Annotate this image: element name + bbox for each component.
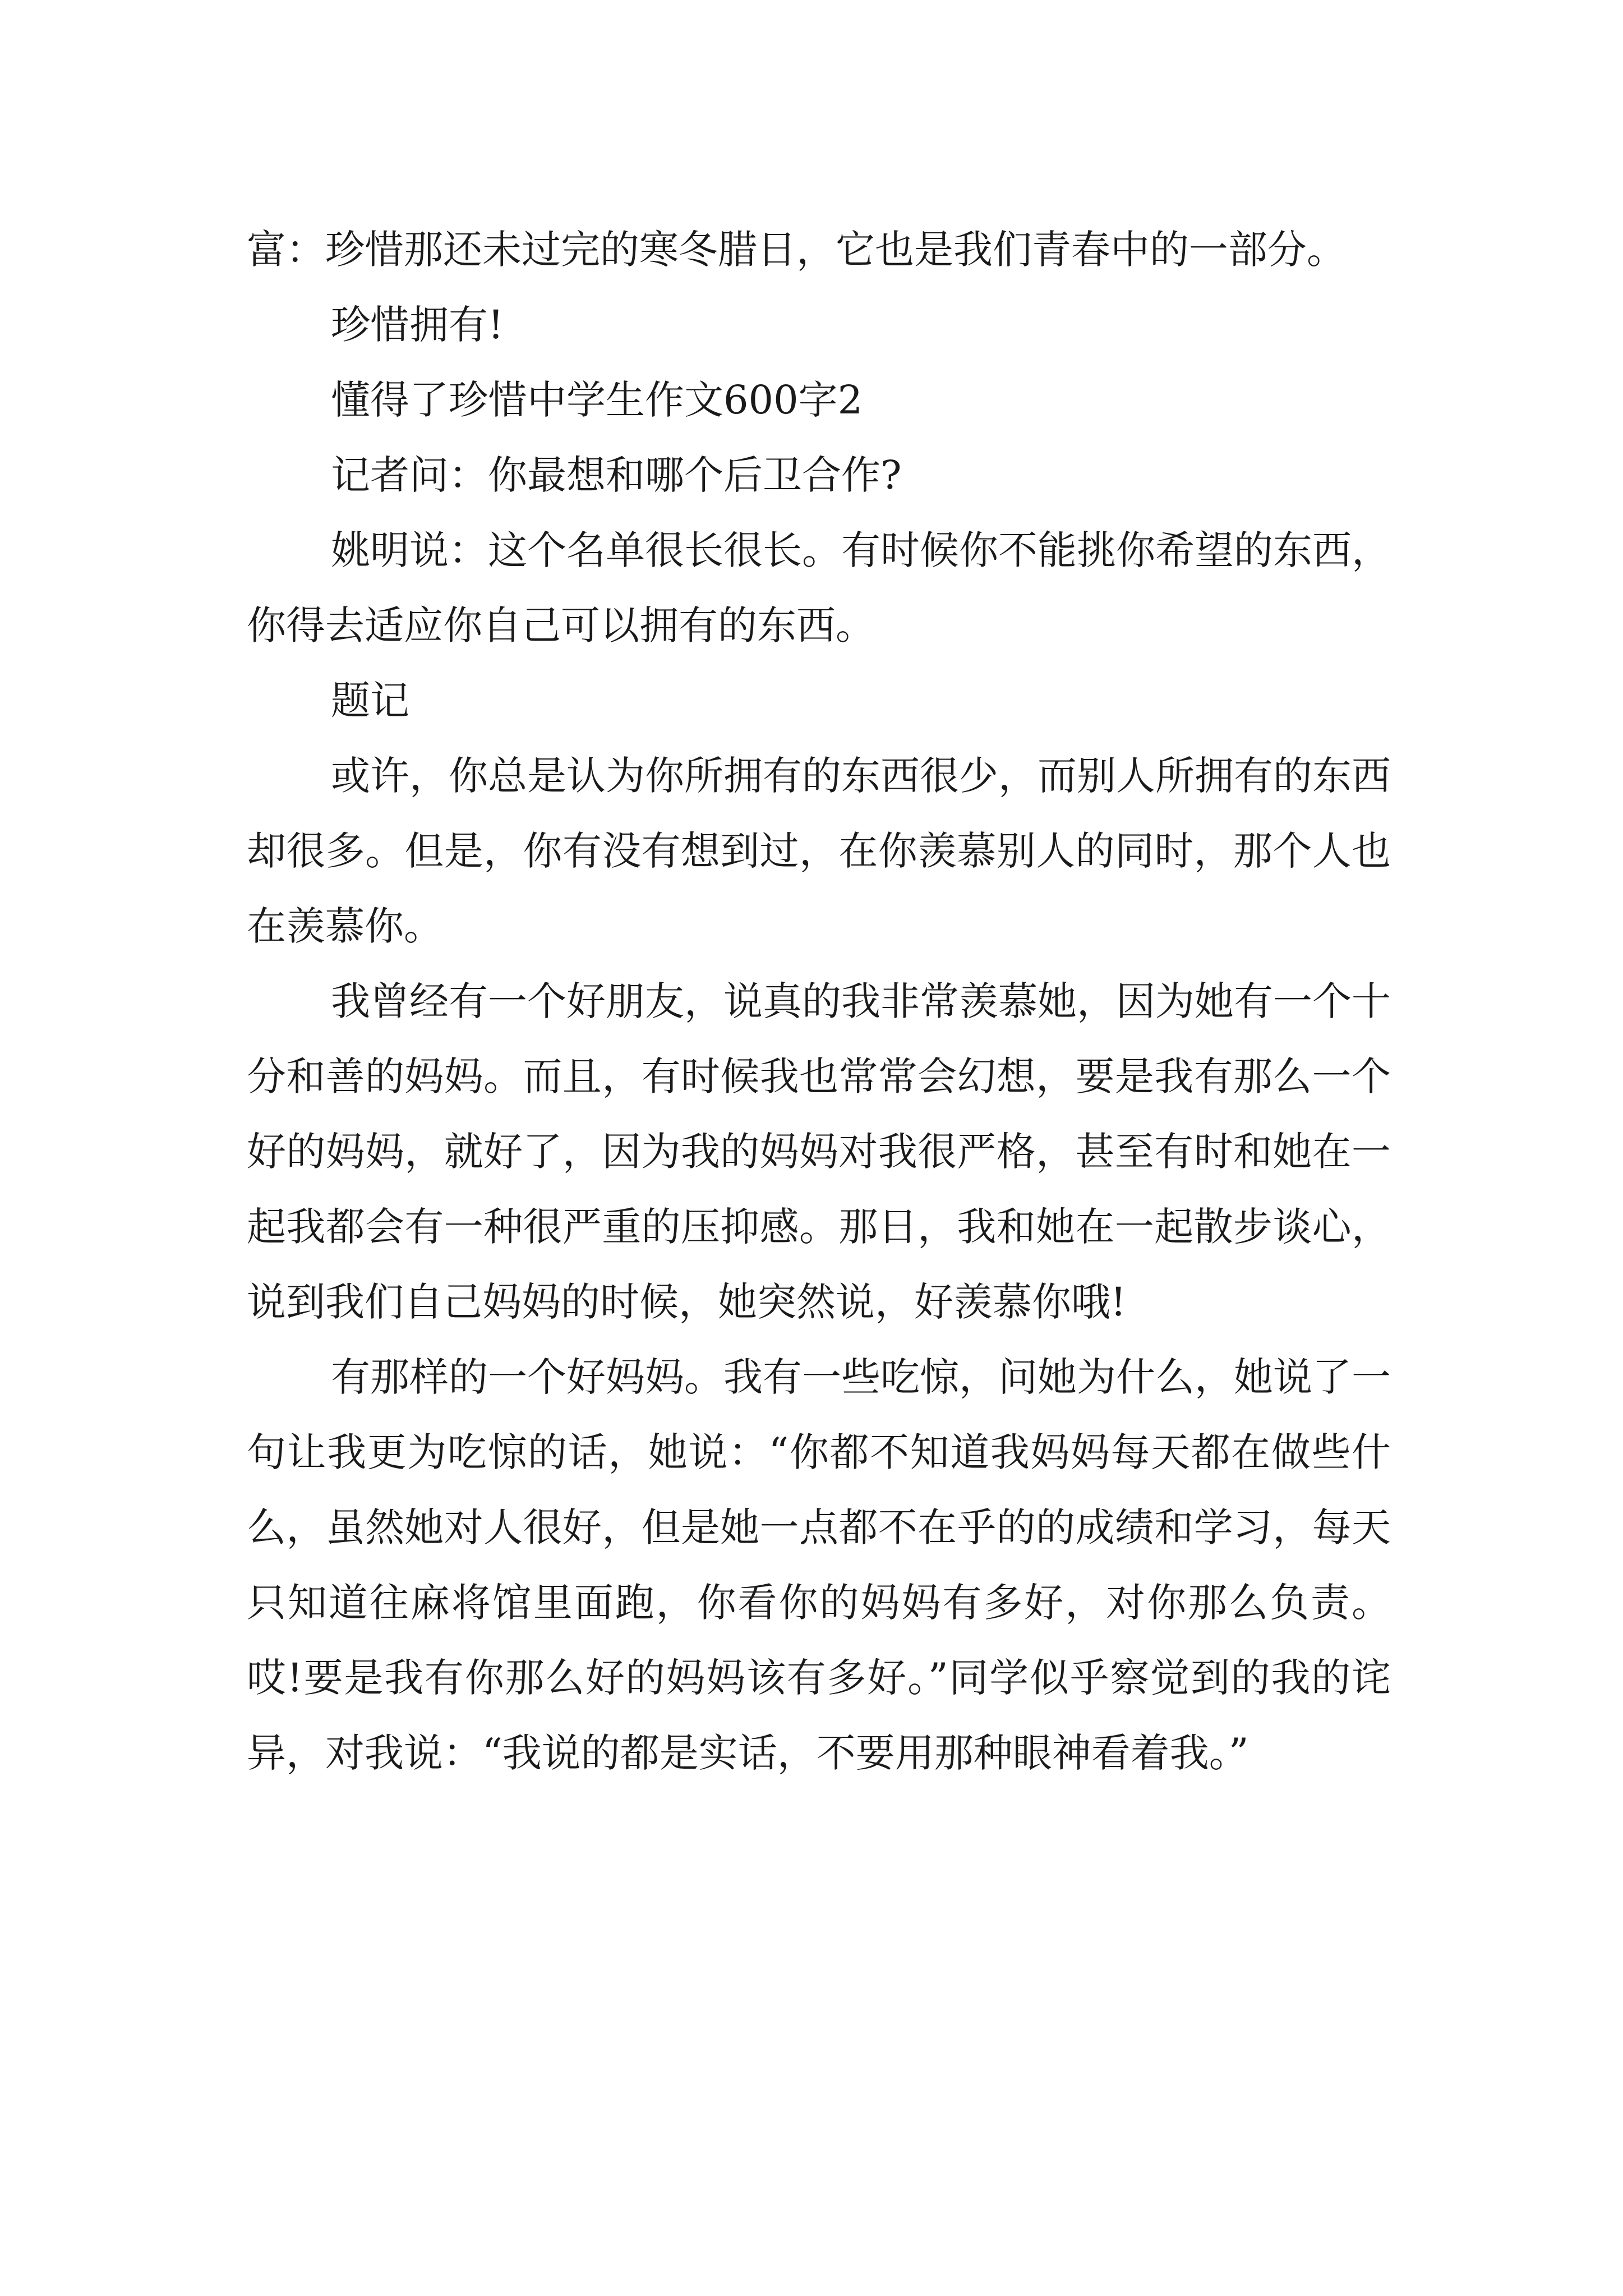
paragraph-6: 题记 xyxy=(331,678,409,724)
paragraph-4: 记者问：你最想和哪个后卫合作? xyxy=(331,452,902,498)
paragraph-9: 有那样的一个好妈妈。我有一些吃惊，问她为什么，她说了一句让我更为吃惊的话，她说：“你都不知道我妈妈每天都在做些什么，虽然她对人很好，但是她一点都不在乎的的成绩和学习，每天只知道往麻将馆里面跑，你看你的妈妈有多好，对你那么负责。哎!要是我有你那么好的妈妈该有多好。”同学似乎察觉到的我的诧异，对我说：“我说的都是实话，不要用那种眼神看着我。” xyxy=(247,1354,1391,1776)
document-body xyxy=(247,212,1391,1791)
paragraph-2: 珍惜拥有! xyxy=(331,302,504,348)
paragraph-5: 姚明说：这个名单很长很长。有时候你不能挑你希望的东西，你得去适应你自己可以拥有的东西。 xyxy=(247,527,1391,648)
paragraph-8: 我曾经有一个好朋友，说真的我非常羡慕她，因为她有一个十分和善的妈妈。而且，有时候我也常常会幻想，要是我有那么一个好的妈妈，就好了，因为我的妈妈对我很严格，甚至有时和她在一起我都会有一种很严重的压抑感。那日，我和她在一起散步谈心，说到我们自己妈妈的时候，她突然说，好羡慕你哦! xyxy=(247,978,1391,1325)
paragraph-1: 富：珍惜那还未过完的寒冬腊日，它也是我们青春中的一部分。 xyxy=(247,227,1346,273)
paragraph-7: 或许，你总是认为你所拥有的东西很少，而别人所拥有的东西却很多。但是，你有没有想到过，在你羡慕别人的同时，那个人也在羡慕你。 xyxy=(247,753,1391,949)
essay-title: 懂得了珍惜中学生作文600字2 xyxy=(331,377,863,423)
